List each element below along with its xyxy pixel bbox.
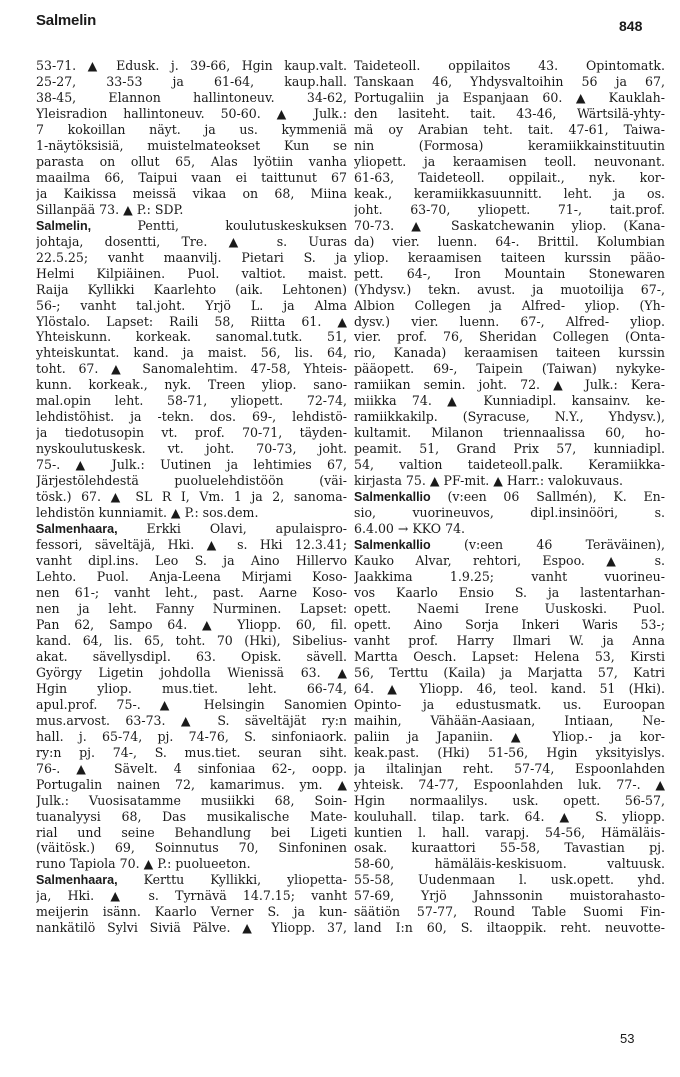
text-line [36,537,347,553]
page-number: 848 [619,18,643,34]
text-line [36,617,347,633]
line-text: da) vier. luenn. 64-. Brittil. Kolumbian [354,233,665,249]
text-line [354,585,665,601]
line-text: (v:een 46 Teräväinen), [430,537,665,553]
text-line [354,505,665,521]
text-line [36,713,347,729]
text-line [36,106,347,122]
line-text: hall. j. 65-74, pj. 74-76, S. sinfoniaork. [36,728,347,744]
line-text: dysv.) vier. luenn. 67-, Alfred- yliop. [354,313,665,329]
text-line [36,920,347,936]
text-line [354,617,665,633]
line-text: den lasiteht. tait. 43-46, Wärtsilä-yhty- [354,105,665,121]
text-line [36,58,347,74]
line-text: (v:een 06 Sallmén), K. En- [430,489,665,505]
text-line [36,298,347,314]
line-text: Taideteoll. oppilaitos 43. Opintomatk. [354,58,665,73]
line-text: Helmi Kilpiäinen. Puol. valtiot. maist. [36,265,347,281]
text-line [354,777,665,793]
text-line [36,904,347,920]
line-text: 76-. ▲ Sävelt. 4 sinfoniaa 62-, oopp. [36,760,347,776]
text-line [36,872,347,888]
text-line [354,713,665,729]
text-line [354,665,665,681]
text-line [354,569,665,585]
text-line [354,266,665,282]
line-text: 56, Terttu (Kaila) ja Marjatta 57, Katri [354,664,665,680]
text-line [36,521,347,537]
line-text: miikka 74. ▲ Kunniadipl. kansainv. ke- [354,393,665,409]
line-text: nen 61-; vanht leht., past. Aarne Koso- [36,584,347,600]
line-text: tösk.) 67. ▲ SL R I, Vm. 1 ja 2, sanoma- [36,489,347,505]
line-text: mus.arvost. 63-73. ▲ S. säveltäjät ry:n [36,712,347,728]
text-line [36,74,347,90]
line-text: Jaakkima 1.9.25; vanht vuorineu- [354,569,665,584]
text-line [354,825,665,841]
line-text: Yleisradion hallintoneuv. 50-60. ▲ Julk.: [36,105,347,121]
text-line [354,697,665,713]
text-line [36,633,347,649]
text-line [36,409,347,425]
line-text: 61-63, Taideteoll. oppilait., nyk. kor- [354,169,665,185]
line-text: 1-näytöksisiä, muistelmateokset Kun se [36,137,347,153]
line-text: Pan 62, Sampo 64. ▲ Yliopp. 60, fil. [36,616,347,632]
running-head: Salmelin [36,12,97,29]
text-line [36,745,347,761]
line-text: runo Tapiola 70. ▲ P.: puolueeton. [36,856,251,872]
text-line [36,825,347,841]
line-text: fessori, säveltäjä, Hki. ▲ s. Hki 12.3.41; [36,537,347,553]
line-text: Lehto. Puol. Anja-Leena Mirjami Koso- [36,569,347,584]
line-text: Julk.: Vuosisatamme musiikki 68, Soin- [36,792,347,808]
text-line [36,840,347,856]
text-line [36,888,347,904]
line-text: joht. 63-70, yliopett. 71-, tait.prof. [354,201,665,217]
line-text: osak. kuraattori 55-58, Tavastian pj. [354,840,665,856]
line-text: keak., keramiikkasuunnitt. leht. ja os. [354,185,665,201]
line-text: keak.past. (Hki) 51-56, Hgin yksityislys. [354,744,665,760]
line-text: Yhteiskunn. korkeak. sanomal.tutk. 51, [36,329,347,345]
line-text: nyskoulutuskesk. vt. joht. 70-73, joht. [36,441,347,457]
line-text: 64. ▲ Yliopp. 46, teol. kand. 51 (Hki). [354,680,665,696]
text-line [36,154,347,170]
line-text: pett. 64-, Iron Mountain Stonewaren [354,265,665,281]
line-text: 6.4.00 → KKO 74. [354,521,466,537]
line-text: 57-69, Yrjö Jahnssonin muistorahasto- [354,888,665,904]
text-line [36,218,347,234]
text-line [36,234,347,250]
right-column [354,58,665,936]
text-line [36,250,347,266]
text-line [354,234,665,250]
text-line [36,457,347,473]
line-text: kunn. korkeak., nyk. Treen yliop. sano- [36,377,347,393]
text-line [354,425,665,441]
line-text: 70-73. ▲ Saskatchewanin yliop. (Kana- [354,217,665,233]
text-line [36,697,347,713]
line-text: vanht dipl.ins. Leo S. ja Aino Hillervo [36,553,347,569]
text-line [354,74,665,90]
line-text: nankätilö Sylvi Siviä Pälve. ▲ Yliopp. 37, [36,920,347,936]
text-line [36,665,347,681]
line-text: akat. sävellysdipl. 63. Opisk. sävell. [36,648,347,664]
line-text: pääopett. 69-, Taipein (Taiwan) nykyke- [354,361,665,377]
text-line [354,793,665,809]
line-text: yhteiskuntat. kand. ja maist. 56, lis. 64, [36,345,347,361]
line-text: vanht prof. Harry Ilmari W. ja Anna [354,632,665,648]
line-text: (Yhdysv.) tekn. avust. ja muotoilija 67-, [354,281,665,297]
text-line [36,314,347,330]
line-text: ry:n pj. 74-, S. mus.tiet. seuran siht. [36,744,347,760]
line-text: 54, valtion taideteoll.palk. Keramiikka- [354,457,665,473]
text-line [354,58,665,74]
text-line [36,329,347,345]
text-line [36,761,347,777]
text-line [354,473,665,489]
line-text: mal.opin leht. 58-71, yliopett. 72-74, [36,393,347,409]
line-text: rio, Kanada) keraamisen taiteen kurssin [354,345,665,361]
text-line [36,505,347,521]
text-line [36,202,347,218]
line-text: Erkki Olavi, apulaisprо- [117,521,347,537]
text-line [354,106,665,122]
line-text: ramiikan semin. joht. 72. ▲ Julk.: Kera- [354,377,665,393]
line-text: Järjestölehdestä puoluelehdistöön (väi- [36,473,347,489]
line-text: johtaja, dosentti, Tre. ▲ s. Uuras [36,233,347,249]
line-text: Hgin yliop. mus.tiet. leht. 66-74, [36,680,347,696]
text-line [354,809,665,825]
line-text: Pentti, koulutuskeskuksen [91,217,347,233]
line-text: yhteisk. 74-77, Espoonlahden luk. 77-. ▲ [354,776,665,792]
line-text: parasta on ollut 65, Alas lyötiin vanha [36,153,347,169]
text-line [354,361,665,377]
line-text: Martta Oesch. Lapset: Helena 53, Kirsti [354,648,665,664]
text-line [354,90,665,106]
line-text: 58-60, hämäläis-keskisuom. valtuusk. [354,856,665,872]
text-line [36,393,347,409]
line-text: Ylöstalo. Lapset: Raili 58, Riitta 61. ▲ [36,313,347,329]
text-line [36,553,347,569]
line-text: Kauko Alvar, rehtori, Espoo. ▲ s. [354,553,665,569]
line-text: nin (Formosa) keramiikkainstituutin [354,137,665,153]
line-text: Tanskaan 46, Yhdysvaltoihin 56 ja 67, [354,73,665,89]
line-text: Portugalin nainen 72, kamarimus. ym. ▲ [36,776,347,792]
line-text: 7 kokoillan näyt. ja us. kymmeniä [36,121,347,137]
line-text: yliop. keraamisen taiteen kurssin pääo- [354,249,665,265]
line-text: tuanalyysi 68, Das musikalische Mate- [36,808,347,824]
line-text: 22.5.25; vanht maanvilj. Pietari S. ja [36,249,347,265]
line-text: nen ja leht. Fanny Nurminen. Lapset: [36,600,347,616]
text-line [36,138,347,154]
line-text: Portugaliin ja Espanjaan 60. ▲ Kauklah- [354,89,665,105]
line-text: kand. 64, lis. 65, toht. 70 (Hki), Sibelius- [36,632,347,648]
text-line [354,761,665,777]
text-line [36,729,347,745]
line-text: Kerttu Kyllikki, yliopetta- [117,872,347,888]
entry-headword: Salmenhaara, [36,522,118,537]
text-line [354,649,665,665]
line-text: toht. 67. ▲ Sanomalehtim. 47-58, Yhteis- [36,361,347,377]
text-line [354,840,665,856]
text-line [36,122,347,138]
text-line [36,266,347,282]
text-line [354,537,665,553]
text-line [354,282,665,298]
line-text: paliin ja Japaniin. ▲ Yliop.- ja kor- [354,728,665,744]
footer-page-number: 53 [620,1031,635,1046]
line-text: 38-45, Elannon hallintoneuv. 34-62, [36,89,347,105]
text-line [354,521,665,537]
line-text: ja, Hki. ▲ s. Tyrnävä 14.7.15; vanht [36,888,347,904]
text-line [354,489,665,505]
line-text: Raija Kyllikki Kaarlehto (aik. Lehtonen) [36,281,347,297]
text-line [36,345,347,361]
text-line [354,250,665,266]
text-line [36,425,347,441]
line-text: sio, vuorineuvos, dipl.insinööri, s. [354,505,665,521]
text-line [36,585,347,601]
entry-headword: Salmenkallio [354,538,431,553]
text-line [354,393,665,409]
text-line [354,345,665,361]
line-text: vier. prof. 76, Sheridan Collegen (Onta- [354,329,665,345]
left-column [36,58,347,936]
text-line [354,329,665,345]
text-line [36,90,347,106]
text-line [36,441,347,457]
text-line [36,793,347,809]
line-text: (väitösk.) 69, Soinnutus 70, Sinfoninen [36,840,347,856]
text-line [354,601,665,617]
text-line [354,681,665,697]
text-line [36,856,347,872]
line-text: apul.prof. 75-. ▲ Helsingin Sanomien [36,696,347,712]
line-text: mä oy Arabian teht. tait. 47-61, Taiwa- [354,121,665,137]
text-line [36,569,347,585]
text-line [354,409,665,425]
text-line [354,441,665,457]
text-line [354,218,665,234]
line-text: lehdistöhist. ja -tekn. dos. 69-, lehdistö- [36,409,347,425]
text-line [354,856,665,872]
line-text: kirjasta 75. ▲ PF-mit. ▲ Harr.: valokuvaus. [354,473,624,489]
text-line [36,601,347,617]
line-text: yliopett. ja keraamisen teoll. neuvonant. [354,153,665,169]
line-text: Albion Collegen ja Alfred- yliop. (Yh- [354,297,665,313]
text-line [354,377,665,393]
text-line [354,888,665,904]
line-text: kouluhall. tilap. tark. 64. ▲ S. yliopp. [354,808,665,824]
line-text: maailma 66, Taipui vaan ei taittunut 67 [36,169,347,185]
line-text: meijerin isänn. Kaarlo Verner S. ja kun- [36,904,347,920]
line-text: ja iltalinjan reht. 57-74, Espoonlahden [354,760,665,776]
text-line [36,473,347,489]
text-line [354,920,665,936]
line-text: peamit. 51, Grand Prix 57, kunniadipl. [354,441,665,457]
text-line [36,361,347,377]
text-line [354,138,665,154]
line-text: 53-71. ▲ Edusk. j. 39-66, Hgin kaup.valt. [36,58,347,73]
line-text: 55-58, Uudenmaan l. usk.opett. yhd. [354,872,665,888]
text-line [36,282,347,298]
text-line [354,633,665,649]
entry-headword: Salmelin, [36,218,92,233]
line-text: 56-; vanht tal.joht. Yrjö L. ja Alma [36,297,347,313]
text-line [354,457,665,473]
text-line [354,553,665,569]
line-text: ramiikkakilp. (Syracuse, N.Y., Yhdysv.), [354,409,665,425]
line-text: 75-. ▲ Julk.: Uutinen ja lehtimies 67, [36,457,347,473]
line-text: vos Kaarlo Ensio S. ja lastentarhan- [354,584,665,600]
line-text: maihin, Vähään-Aasiaan, Intiaan, Ne- [354,712,665,728]
line-text: Opinto- ja edustusmatk. us. Euroopan [354,696,665,712]
text-line [354,745,665,761]
line-text: säätiön 57-77, Round Table Suomi Fin- [354,904,665,920]
entry-headword: Salmenhaara, [36,873,118,888]
line-text: Sillanpää 73. ▲ P.: SDP. [36,201,184,217]
text-line [354,298,665,314]
line-text: ja Kaikissa meissä vikaa on 68, Miina [36,185,347,201]
line-text: lehdistön kunniamit. ▲ P.: sos.dem. [36,505,259,521]
line-text: György Ligetin johdolla Wienissä 63. ▲ [36,664,347,680]
text-line [36,681,347,697]
text-line [354,904,665,920]
text-line [354,314,665,330]
text-line [36,170,347,186]
text-line [36,377,347,393]
line-text: land I:n 60, S. iltaoppik. reht. neuvotte- [354,920,665,936]
line-text: opett. Aino Sorja Inkeri Waris 53-; [354,616,665,632]
line-text: kultamit. Milanon triennaalissa 60, ho- [354,425,665,441]
text-line [354,170,665,186]
text-line [36,489,347,505]
entry-headword: Salmenkallio [354,490,431,505]
text-line [36,186,347,202]
line-text: kuntien l. hall. varapj. 54-56, Hämäläis- [354,824,665,840]
text-line [354,202,665,218]
line-text: ja tiedotusopin vt. prof. 70-71, täyden- [36,425,347,441]
text-line [354,154,665,170]
text-line [36,777,347,793]
text-line [36,649,347,665]
text-line [354,729,665,745]
text-line [36,809,347,825]
line-text: 25-27, 33-53 ja 61-64, kaup.hall. [36,73,347,89]
text-line [354,872,665,888]
line-text: opett. Naemi Irene Uuskoski. Puol. [354,600,665,616]
text-line [354,122,665,138]
text-line [354,186,665,202]
line-text: rial und seine Behandlung bei Ligeti [36,824,347,840]
line-text: Hgin normaalilys. usk. opett. 56-57, [354,792,665,808]
